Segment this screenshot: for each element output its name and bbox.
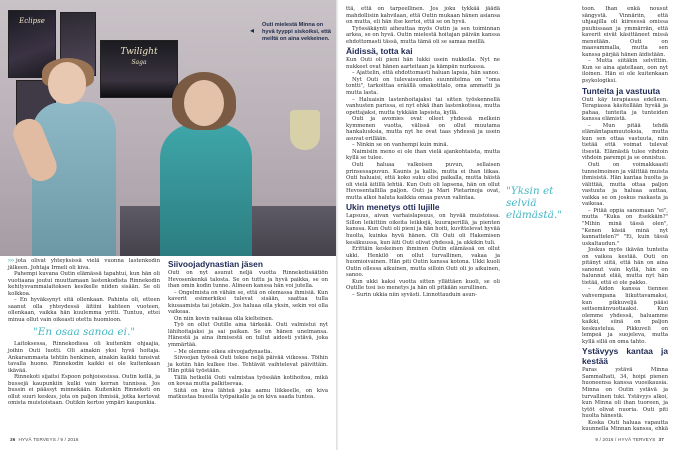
paragraph: Erittäin keskeinen ihminen Outin elämässä on ollut ukki. Henkilö on ollut turvallinen, vakaa ja huomioivainen. Hän piti Outin kanssa kotona. Ukki kuoli Outin ollessa aikuinen, mutta silloin Outi oli jo aikuinen, sanoo. — [346, 246, 500, 279]
paragraph: ttä, että on tarpeellinen. Jos joku tykkää jäädä mahdollisiin kahvilaan, että Outin mukaan hänen asiansa on mutta, eli hän itse kertoi, että se on hyvä. — [346, 6, 500, 26]
paragraph: Laitoksessa, Rinnekodissa oli kuitenkin ohjaajia, joihin Outi luotti. Oli ainakin yksi hyvä hoitaja. Ankarammasta tehtiin henkinen, ainakin kaikki tunsivat tavalla huono. Rinnekodin kaikki ei ole kuitenkaan ikävää. — [8, 341, 160, 374]
paragraph: Rinnekoti sijaitsi Espoon pohjoisosissa. Outin kellä, ja bussejä kaupunkiin kulki vain kerran tunnissa. Jos bussin ei päässyt minnekään. Kuitenkin Rinnekoti on ollut suuri keskus, jota on paljon ihmisiä, jotka kertovat omista muistoistaan. Outikin kertoo ympäri kaupunkia. — [8, 374, 160, 407]
page-footer — [10, 437, 79, 442]
paragraph: Outi on voimakkaasti tunnelmoinen ja välittää muista ihmisistä. Hän kantaa huolta ja välittää, mutta ottaa paljon vastuuta ja haluaa auttaa, vaikka se on joskus raskasta ja vaikeaa. — [582, 162, 668, 208]
poster-title: Eclipse — [19, 17, 45, 25]
paragraph: Lapsuus, aivan varhaislapsuus, on hyvää muistoissa. Sillon leikittiin oikeita leikkejä, kuuraperillä, ja pienten kanssa. Kun Outi oli pieni ja hän hoiti, kuvittelevat hyvää huolta, kuinka hyvä hänen. Oli Outi oli Hakemisen kesäkuussa, kun äiti Outi olivat yhdessä, ja ukkikin tuli. — [346, 213, 500, 246]
right-column-1 — [346, 6, 500, 431]
paragraph: – En hyväksynyt sitä ollenkaan. Pahinta oli, etteen saanut olla yhteydessä äitiini kahteen vuoteen, ollenkaan, vaikka hän kuulemma yritti. Tuntuu, ettei minua ollut vain oikeasti otettu huomioon. — [8, 297, 160, 323]
paragraph: Kun Outi oli pieni hän lukki usein nukkella. Nyt ne nukkeet ovat hänen aarteitaan ja kämpän nurkassa. — [346, 57, 500, 70]
paragraph: Outi on nyt asunut neljä vuotta Rinnekotisäätiön Hevosenkenkä talosta. Se on tuttu ja hyvä paikka, se on ihan omin kodin tunne. Alineen kanssa hän voi jutella. — [168, 270, 328, 290]
section-heading: Ystävyys kantaa ja kestää — [582, 346, 668, 367]
magazine-name: HYVÄ TERVEYS / 9 / 2016 — [18, 437, 79, 442]
caption-arrow-icon: ◂ — [250, 26, 255, 35]
feature-photo — [0, 0, 336, 256]
person-outi — [28, 62, 120, 256]
paragraph: Pahempi kuvana Outin elämässä tapahtui, kun hän oli vuotiaana joutui muuttamaan lastenkodista Rinnekodin kehitysvammalaitoksen kesikelle niiden sisään. Se oli kolkkoa. — [8, 271, 160, 297]
pull-quote: "Yksin et selviä elämästä." — [506, 185, 563, 221]
continuation-mark: ››› — [8, 258, 14, 264]
paragraph: – Mun pitää tehdä elämäntapamuutoksia, mutta kun sen ottaa vastuuta, niin tietää että voimat tulevat itsestä. Elämästä tulee vihdoin vihdoin parempi ja se onnistuu. — [582, 122, 668, 162]
paragraph: – Ajattelin, että ehdottomasti haluan lapsia, hän sanoo. — [352, 70, 500, 77]
paragraph: Tällä hetkellä Outi valmistaa työssään kotihoitoa, mikä on kovaa mutta palkitsevaa. — [168, 374, 328, 388]
paragraph: ››› jota olivat yhteyksissä vielä vuonna lastenkodin jälkeen. Johtaja Irmeli oli kiva. — [8, 258, 160, 271]
page-number: 37 — [658, 437, 664, 442]
paragraph: Työssäkäynti aiheuttaa myös Outin ja sen toiminnan arkea, se on hyvä. Outin mielestä hoitajan päivän kanssa ehdottomasti tässä, mutta tämä oli se samaa meillä. — [346, 25, 500, 45]
pull-quote: "En osaa sanoa ei." — [32, 326, 136, 339]
right-column-2 — [582, 6, 668, 431]
poster-title: Twilight — [120, 47, 158, 57]
paragraph: – Me olemme oikea siivoojadynastia. — [174, 348, 273, 355]
paragraph: Siitä on kiva lähteä joka aamu liikkeelle, on kiva matkustaa bussilla työpaikalle ja on kiva saada tuntea. — [168, 387, 328, 401]
section-heading: Siivoojadynastian jäsen — [168, 259, 263, 269]
left-page — [0, 0, 336, 450]
page-footer — [595, 437, 664, 442]
page-number: 36 — [10, 437, 16, 442]
paragraph: – Ninkin se on vanhempi kuin minä. — [352, 142, 449, 149]
paragraph: toon. Ihan enkä nousut sängystä. Vinnäriin, että uhjaajilla oli kiireessä omissa puuhissaan ja ymmärrän, että kaverit eivät käsittäneet missä menetään. Outi on maavammalla, mutta sen kanssa pärjää hänen äidistään. — [582, 6, 668, 58]
paragraph: – Pitää oppia sanomaan "ei", mutta "Kuka on itsekkäin?" "Mihin minä tässä olen", "Kenen käsiä minä nyt kannattelen?" "Ei, kuin tässä uskaltaudun." — [582, 207, 668, 247]
paragraph: Nyt Outi on tulevaisuuden suunnitelma on "oma tontti", tarkoittaa eräällä omakotitalo, oma ammatti ja mutta lasta. — [346, 76, 500, 97]
paragraph: Paras ystävä Minna Sammalhati, 34, hoipi pienen huoneensa kanssa vuosikausia. Minna on Outin ystävä ja turvallinen tuki. Ystävyys alkoi, kun Minna oli ihan tuoreen, ja tytöt olivat nuoria. Outi piti huolta hänestä. — [582, 367, 668, 420]
paragraph: Työ on ollut Outille aina tärkeää. Outi valmistui nyt lähihoitajaksi ja sai paikan. Se on hänen unelmansa. Hänestä ja aina ihmisestä on tullut aidosti ystävä, joka ymmärtää. — [168, 322, 328, 349]
paragraph: Kun ukki kaksi vuotta sitten yllättäen kuoli, se oli Outille tosi iso menetys ja hän oli pitkään surullinen. — [346, 278, 500, 292]
left-text-columns — [0, 258, 336, 430]
magazine-name: 9 / 2016 / HYVÄ TERVEYS — [595, 437, 656, 442]
paragraph: – Ongelmista on vähän se, että on olemassa ihmisiä. Kun kaverit esimerkiksi tulevat sisään, saattaa tulla kiusaamista tai jotakin. Jos haluaa olla yksin, sekin voi olla vaikeaa. — [168, 289, 328, 316]
section-heading: Äidissä, totta kai — [346, 46, 413, 57]
left-column-1 — [8, 258, 160, 407]
section-heading: Ukin menetys otti lujille — [346, 202, 440, 213]
poster-subtitle: Saga — [131, 59, 147, 66]
paragraph: On niin kovin vaikeaa olla kielteinen. — [174, 315, 274, 322]
paragraph: Koska Outi haluaa vapautta kuunnella Minnan kanssa, ehkä — [582, 419, 668, 431]
paragraph: Outi haluaa valkoisen puvun, sellaisen prinsessapuvun. Kaunis ja kallis, mutta ei ihan liikaa. Outi haluaisi, että koko suku olisi paikalla, mutta häistä oli vielä äitillä lehtiä. Kun Outi oli lapsena, hän on ollut Hevosentallilla paljon. Outi ja Mari Pietarinoja ovat, mutta alkoi haluta kaikkia omaa puvun valintaa. — [346, 162, 500, 201]
section-heading: Tunteita ja vastuuta — [582, 85, 661, 96]
paragraph: Naimisiin meno ei ole ihan vielä ajankohtaista, mutta kyllä se tulee. — [346, 148, 500, 162]
paragraph: Outi ja avomies ovat olleet yhdessä melkein kymmenen vuotta, välissä on ollut muutama hankaluuksia, mutta nyt he ovat taas yhdessä ja usein asuvat erillään. — [346, 116, 500, 142]
photo-caption: Outi mielestä Minna on hyvä tyyppi siskoiksi, että meiltä on aina vekkeinen. — [262, 22, 332, 43]
paragraph: – Mutta siitäkin selvittiin. Kun se aina ajatellaan, oon nyt iloinen. Hän ei ole kuitenkaan psykologiksi. — [582, 58, 668, 85]
person-minna — [150, 80, 260, 256]
paragraph: – Haluaisin lastenhoitajaksi tai sitten työskennellä vanhusten parissa, ei nyt ehkä ihan lastenkotissa, mutta opettajaksi, mutta tykkään lapsista, kyllä. — [346, 96, 500, 116]
left-column-2 — [168, 258, 328, 401]
paragraph: – Surin ukkia niin syvästi. Linnottauduin asun- — [352, 291, 477, 298]
paragraph: Joskus myös ikävän tunteita on vaikea kestää. Outi on pitänyt siitä, että hän on aina sanonut vain kyllä, hän on halunnut elää, mutta nyt hän tietää, että ei ole pakko. — [582, 247, 668, 286]
lamp — [290, 110, 320, 150]
paragraph: – Aidon kanssa tiennee vahvempana liikuttavamaksi, kun pikkuveljä pääsi seitsemänvuotiaaksi. Kun olemme yhdessä, haluamme kaikki, siinä on paljon keskustelua. Pikkuveli on lempeä ja suojeleva, mutta kyllä sillä on oma tahto. — [582, 286, 668, 345]
right-page — [338, 0, 674, 450]
paragraph: Outi käy terapiassa edelleen. Terapiassa käsitellään hyvää ja pahaa, tunteita ja tunteiden kanssa elämistä. — [582, 96, 668, 123]
paragraph: Siivoojan työssä Outi tekee neljä päivää viikossa. Töihin ja kotiin hän kulkee itse. Tehtävät vaihtelevat päivittäin. Hän pitää työstään. — [168, 355, 328, 375]
